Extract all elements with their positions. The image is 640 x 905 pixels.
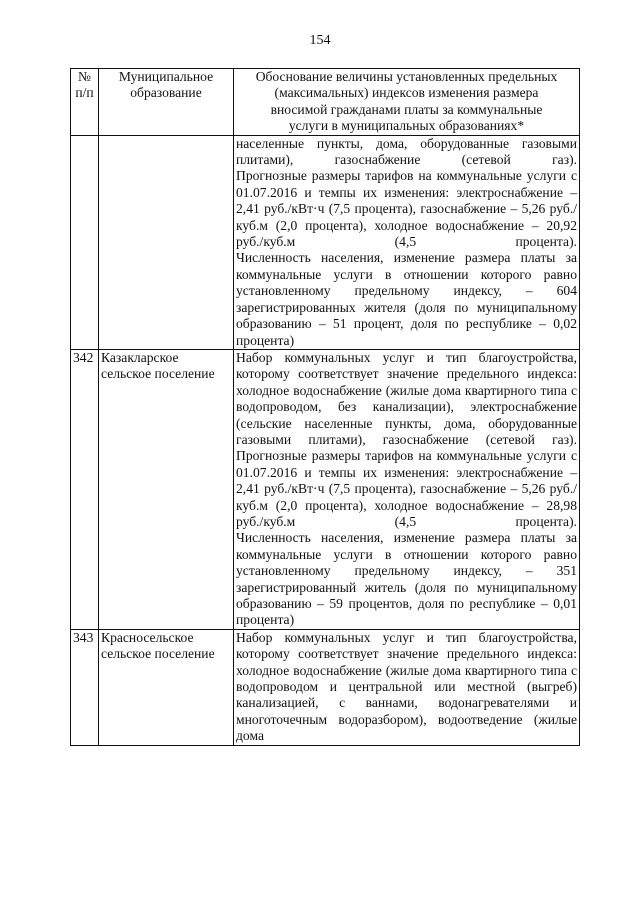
header-justification-line: услуги в муниципальных образованиях*	[288, 118, 525, 134]
municipality-name-line: Казакларское	[101, 349, 179, 365]
municipality-name-line: сельское поселение	[101, 366, 215, 382]
row-municipality	[99, 135, 234, 349]
table-header-row	[71, 69, 580, 136]
table-row	[71, 349, 580, 629]
row-number	[71, 135, 99, 349]
justification-paragraph: Набор коммунальных услуг и тип благоустройства, которому соответствует значение предельного индекса: холодное водоснабжение (жилые дома квартирного типа с водопроводом, без канализации), электроснабжение (сельские населенные пункты, дома, оборудованные газовыми плитами), газоснабжение (сетевой газ).	[236, 349, 577, 447]
header-municipality-line: Муниципальное	[118, 69, 214, 84]
row-municipality	[99, 349, 234, 629]
table-row	[71, 135, 580, 349]
justification-paragraph: Прогнозные размеры тарифов на коммунальные услуги с 01.07.2016 и темпы их изменения: электроснабжение – 2,41 руб./кВт·ч (7,5 процента), газоснабжение – 5,26 руб./куб.м (2,0 процента), холодное водоснабжение – 20,92 руб./куб.м (4,5 процента).	[236, 168, 577, 250]
header-number	[71, 69, 99, 136]
tariff-justification-table	[70, 68, 580, 746]
header-justification-line: (максимальных) индексов изменения размера	[274, 85, 539, 101]
header-number-line: п/п	[75, 85, 94, 101]
header-justification-line: Обоснование величины установленных предельных	[255, 69, 558, 84]
page-number: 154	[309, 33, 331, 48]
header-number-line: №	[78, 69, 91, 84]
municipality-name-line: сельское поселение	[101, 646, 215, 662]
header-municipality-line: образование	[130, 85, 202, 101]
row-municipality	[99, 629, 234, 745]
header-justification	[234, 69, 580, 136]
header-justification-line: вносимой гражданами платы за коммунальные	[270, 101, 543, 117]
justification-paragraph: Численность населения, изменение размера платы за коммунальные услуги в отношении которого равно установленному предельному индексу, – 604 зарегистрированных жителя (доля по муниципальному образованию – 51 процент, доля по республике – 0,02 процента)	[236, 250, 577, 348]
row-justification	[234, 135, 580, 349]
justification-paragraph: населенные пункты, дома, оборудованные газовыми плитами), газоснабжение (сетевой газ).	[236, 135, 577, 168]
row-number: 343	[71, 629, 99, 745]
justification-paragraph: Численность населения, изменение размера платы за коммунальные услуги в отношении которого равно установленному предельному индексу, – 351 зарегистрированный житель (доля по муниципальному образованию – 59 процентов, доля по республике – 0,01 процента)	[236, 530, 577, 628]
table-row	[71, 629, 580, 745]
justification-paragraph: Прогнозные размеры тарифов на коммунальные услуги с 01.07.2016 и темпы их изменения: электроснабжение – 2,41 руб./кВт·ч (7,5 процента), газоснабжение – 5,26 руб./куб.м (2,0 процента), холодное водоснабжение – 28,98 руб./куб.м (4,5 процента).	[236, 448, 577, 529]
row-justification	[234, 349, 580, 629]
header-municipality	[99, 69, 234, 136]
municipality-name-line: Красносельское	[101, 629, 194, 645]
row-justification	[234, 629, 580, 745]
row-number: 342	[71, 349, 99, 629]
justification-paragraph: Набор коммунальных услуг и тип благоустройства, которому соответствует значение предельного индекса: холодное водоснабжение (жилые дома квартирного типа с водопроводом и центральной или местной (выгреб) канализацией, с ваннами, водонагревателями и многоточечным водоразбором), водоотведение (жилые дома	[236, 629, 577, 744]
